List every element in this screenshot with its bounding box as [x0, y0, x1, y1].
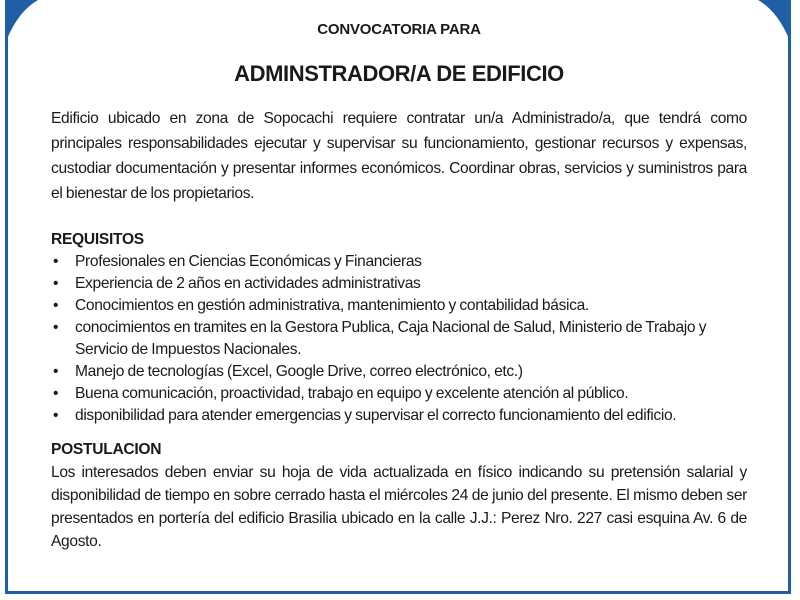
- requisito-item: [51, 251, 747, 273]
- requisito-text: Profesionales en Ciencias Económicas y Financieras: [75, 253, 422, 270]
- requisito-text: Experiencia de 2 años en actividades administrativas: [75, 275, 421, 292]
- postulacion-paragraph: Los interesados deben enviar su hoja de vida actualizada en físico indicando su pretensión salarial y disponibilidad de tiempo en sobre cerrado hasta el miércoles 24 de junio del presente. El mismo deben ser presentados en portería del edificio Brasilia ubicado en la calle J.J.: Perez Nro. 227 casi esquina Av. 6 de Agosto.: [51, 464, 747, 550]
- requisito-item: [51, 295, 747, 317]
- bullet-icon: •: [53, 385, 59, 402]
- bullet-icon: •: [53, 253, 59, 270]
- announcement-subtitle: CONVOCATORIA PARA: [317, 21, 481, 38]
- requisito-item: [51, 361, 747, 383]
- requisito-item: [51, 383, 747, 405]
- requisito-text: disponibilidad para atender emergencias y supervisar el correcto funcionamiento del edificio.: [75, 407, 677, 424]
- bullet-icon: •: [53, 363, 59, 380]
- corner-decoration-right: [751, 0, 791, 40]
- requisitos-heading: REQUISITOS: [51, 231, 144, 248]
- requisito-item: [51, 405, 747, 427]
- requisito-item: [51, 317, 747, 361]
- postulacion-heading: POSTULACION: [51, 441, 162, 458]
- requisito-text: Buena comunicación, proactividad, trabajo en equipo y excelente atención al público.: [75, 385, 629, 402]
- requisito-text: Manejo de tecnologías (Excel, Google Drive, correo electrónico, etc.): [75, 363, 523, 380]
- announcement-title: ADMINSTRADOR/A DE EDIFICIO: [234, 61, 564, 86]
- bullet-icon: •: [53, 275, 59, 292]
- intro-paragraph: Edificio ubicado en zona de Sopocachi requiere contratar un/a Administrado/a, que tendrá como principales responsabilidades ejecutar y supervisar su funcionamiento, gestionar recursos y expensas, custodiar documentación y presentar informes económicos. Coordinar obras, servicios y suministros para el bienestar de los propietarios.: [51, 110, 747, 202]
- announcement-content: [51, 0, 747, 553]
- bullet-icon: •: [53, 319, 59, 336]
- bullet-icon: •: [53, 297, 59, 314]
- requisitos-list: [51, 251, 747, 427]
- corner-decoration-left: [5, 0, 45, 40]
- requisito-text: Conocimientos en gestión administrativa, mantenimiento y contabilidad básica.: [75, 297, 589, 314]
- requisito-text: conocimientos en tramites en la Gestora Publica, Caja Nacional de Salud, Ministerio de Trabajo y Servicio de Impuestos Nacionales.: [75, 319, 707, 358]
- bullet-icon: •: [53, 407, 59, 424]
- requisito-item: [51, 273, 747, 295]
